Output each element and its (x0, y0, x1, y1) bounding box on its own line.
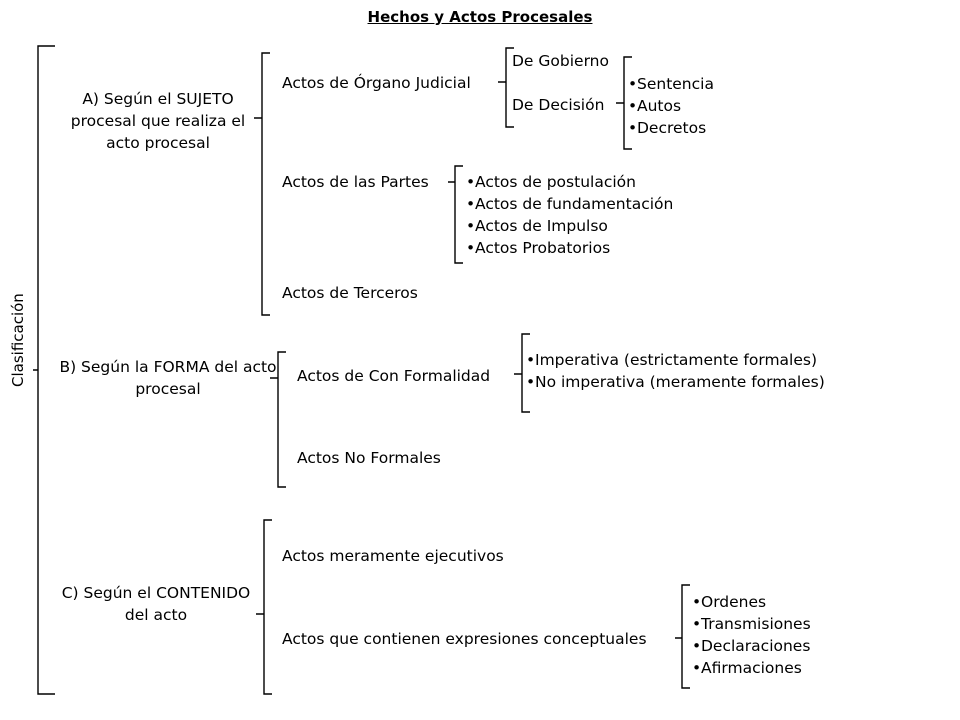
list-item: • Imperativa (estrictamente formales) (526, 349, 825, 371)
list-item: • Afirmaciones (692, 657, 811, 679)
list-item: • Actos de Impulso (466, 215, 673, 237)
group-a-label: A) Según el SUJETO procesal que realiza el acto procesal (70, 90, 246, 152)
decision-list (628, 73, 714, 139)
list-item: • Transmisiones (692, 613, 811, 635)
root-label: Clasificación (9, 293, 27, 387)
formalidad-list (526, 349, 825, 393)
list-item: • Actos de fundamentación (466, 193, 673, 215)
partes-label: Actos de las Partes (282, 173, 429, 191)
organo-judicial-label: Actos de Órgano Judicial (282, 74, 471, 92)
group-c-bracket (256, 520, 272, 694)
expresiones-bracket (675, 585, 690, 688)
ejecutivos-label: Actos meramente ejecutivos (282, 547, 504, 565)
page-title: Hechos y Actos Procesales (367, 8, 593, 26)
list-item: • Decretos (628, 117, 714, 139)
list-item: • Sentencia (628, 73, 714, 95)
expresiones-list (692, 591, 811, 679)
list-item: • Autos (628, 95, 714, 117)
terceros-label: Actos de Terceros (282, 284, 418, 302)
list-item: • Actos de postulación (466, 171, 673, 193)
list-item: • Declaraciones (692, 635, 811, 657)
list-item: • Ordenes (692, 591, 811, 613)
de-decision-label: De Decisión (512, 96, 605, 114)
partes-bracket (448, 166, 463, 263)
de-gobierno-label: De Gobierno (512, 52, 609, 70)
partes-list (466, 171, 673, 259)
group-b-label: B) Según la FORMA del acto procesal (59, 358, 277, 398)
no-formales-label: Actos No Formales (297, 449, 441, 467)
expresiones-label: Actos que contienen expresiones conceptuales (282, 630, 647, 648)
group-c-label: C) Según el CONTENIDO del acto (61, 584, 251, 624)
list-item: • No imperativa (meramente formales) (526, 371, 825, 393)
con-formalidad-label: Actos de Con Formalidad (297, 367, 491, 385)
list-item: • Actos Probatorios (466, 237, 673, 259)
